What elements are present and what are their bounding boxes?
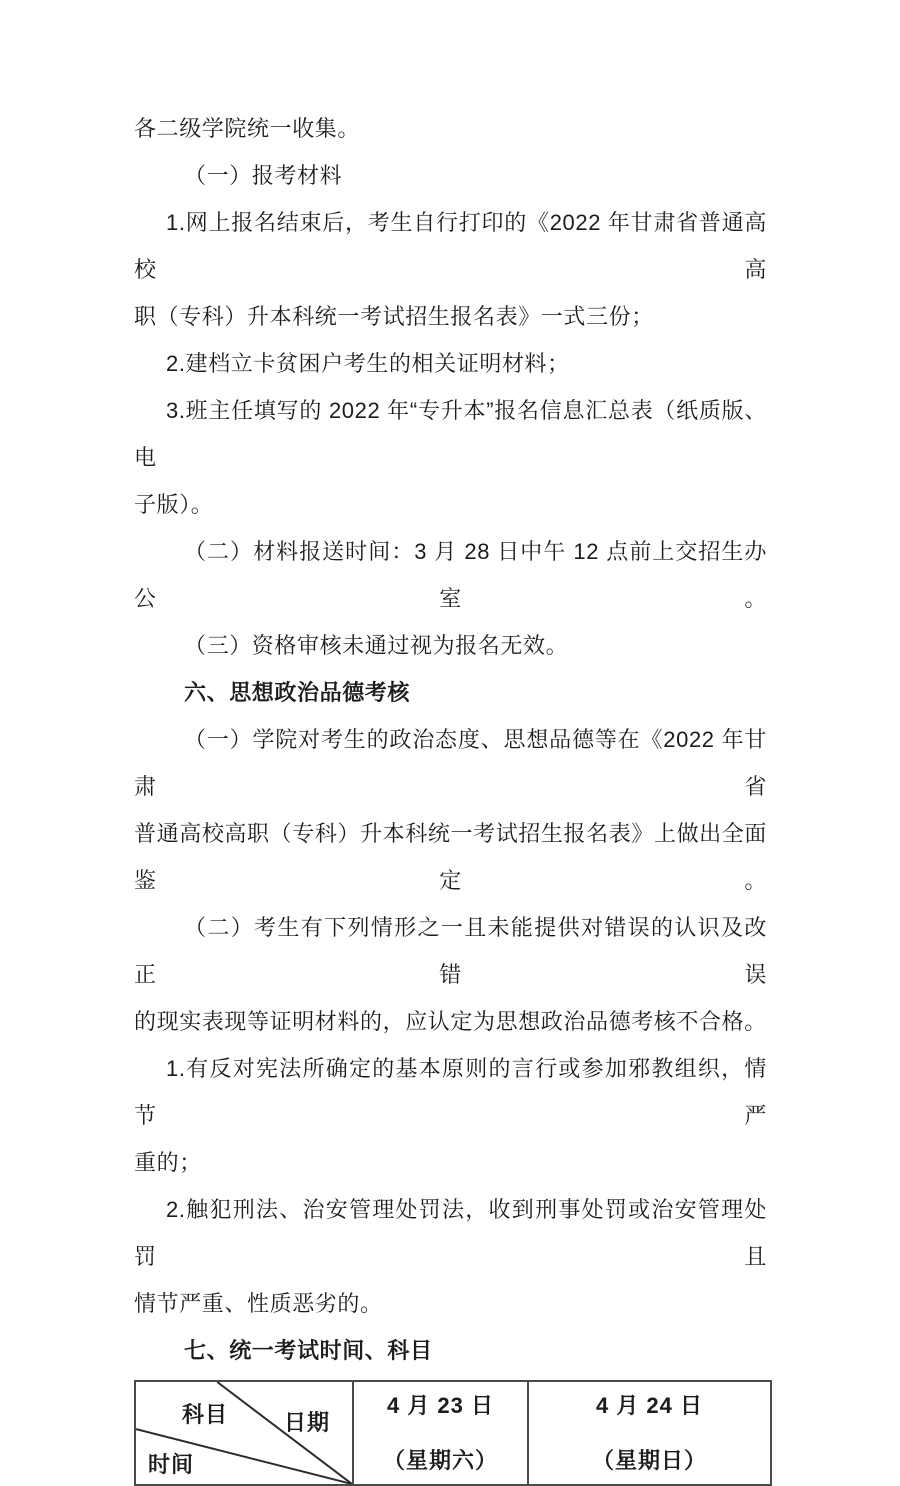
header-label-subject: 科目 — [182, 1402, 229, 1427]
table-row — [135, 1381, 771, 1485]
exam-date: 4 月 23 日 — [386, 1392, 495, 1418]
document-line: 2.建档立卡贫困户考生的相关证明材料； — [166, 351, 570, 376]
header-label-time: 时间 — [148, 1452, 195, 1477]
section-heading: 七、统一考试时间、科目 — [184, 1338, 433, 1363]
header-label-date: 日期 — [284, 1410, 331, 1435]
document-line: 1.有反对宪法所确定的基本原则的言行或参加邪教组织，情节严 — [134, 1056, 767, 1128]
document-line: 子版）。 — [134, 492, 214, 517]
document-line: （二）材料报送时间：3 月 28 日中午 12 点前上交招生办公室。 — [134, 539, 767, 611]
document-line: 的现实表现等证明材料的，应认定为思想政治品德考核不合格。 — [134, 1009, 767, 1034]
document-line: 3.班主任填写的 2022 年“专升本”报名信息汇总表（纸质版、电 — [134, 398, 767, 470]
document-line: 职（专科）升本科统一考试招生报名表》一式三份； — [134, 304, 654, 329]
exam-schedule-table — [134, 1380, 772, 1486]
document-line: 普通高校高职（专科）升本科统一考试招生报名表》上做出全面鉴定。 — [134, 821, 767, 893]
exam-weekday: （星期六） — [382, 1447, 498, 1473]
document-line: 2.触犯刑法、治安管理处罚法，收到刑事处罚或治安管理处罚且 — [134, 1197, 767, 1269]
document-line: （一）报考材料 — [184, 163, 343, 188]
document-line: （三）资格审核未通过视为报名无效。 — [184, 633, 569, 658]
exam-weekday: （星期日） — [591, 1447, 707, 1473]
document-line: （一）学院对考生的政治态度、思想品德等在《2022 年甘肃省 — [134, 727, 767, 799]
document-line: 重的； — [134, 1150, 202, 1175]
document-line: 情节严重、性质恶劣的。 — [134, 1291, 383, 1316]
exam-date-cell-sunday — [528, 1381, 771, 1485]
document-line: 各二级学院统一收集。 — [134, 116, 361, 141]
document-line: 1.网上报名结束后，考生自行打印的《2022 年甘肃省普通高校高 — [134, 210, 767, 282]
section-heading: 六、思想政治品德考核 — [184, 680, 411, 705]
document-body — [134, 0, 767, 1374]
diagonal-header-cell — [135, 1381, 353, 1485]
exam-date: 4 月 24 日 — [595, 1392, 704, 1418]
exam-date-cell-saturday — [353, 1381, 528, 1485]
document-line: （二）考生有下列情形之一且未能提供对错误的认识及改正错误 — [134, 915, 767, 987]
